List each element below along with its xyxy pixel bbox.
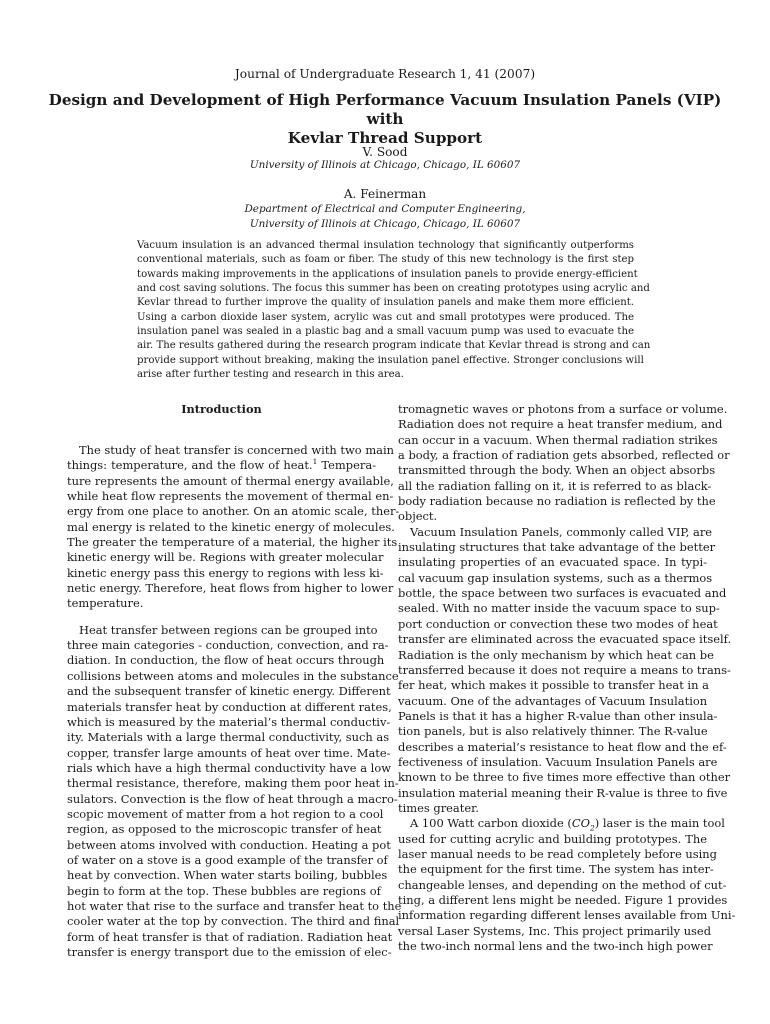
paragraph-gap [67, 612, 376, 623]
body-line: region, as opposed to the microscopic transfer of heat [67, 822, 382, 837]
journal-header: Journal of Undergraduate Research 1, 41 (2007) [234, 67, 536, 81]
body-line: cal vacuum gap insulation systems, such as a thermos [398, 570, 713, 585]
body-line: kinetic energy will be. Regions with greater molecular [67, 550, 384, 565]
body-line: mal energy is related to the kinetic energy of molecules. [67, 519, 395, 534]
body-line: temperature. [67, 596, 144, 611]
abstract-line: Using a carbon dioxide laser system, acrylic was cut and small prototypes were produced. The [137, 311, 634, 323]
abstract-line: towards making improvements in the applications of insulation panels to provide energy-efficient [137, 268, 638, 280]
abstract-line: provide support without breaking, making the insulation panel effective. Stronger conclusions will [137, 354, 644, 366]
body-line: used for cutting acrylic and building prototypes. The [398, 831, 707, 846]
body-line: scopic movement of matter from a hot region to a cool [67, 806, 384, 821]
body-line: ting, a different lens might be needed. Figure 1 provides [398, 893, 728, 907]
body-line: fer heat, which makes it possible to transfer heat in a [398, 678, 709, 693]
body-line: things: temperature, and the flow of heat.$^1$ Tempera- [67, 457, 376, 473]
body-line: insulating structures that take advantage of the better [398, 540, 716, 555]
body-line: rials which have a high thermal conductivity have a low [67, 760, 391, 775]
body-line: tromagnetic waves or photons from a surface or volume. [398, 402, 728, 416]
body-line: ture represents the amount of thermal energy available, [67, 473, 394, 488]
body-line: between atoms involved with conduction. Heating a pot [67, 837, 391, 852]
body-line: times greater. [398, 800, 479, 815]
body-line: materials transfer heat by conduction at different rates, [67, 699, 392, 714]
body-line: fectiveness of insulation. Vacuum Insulation Panels are [398, 754, 718, 769]
body-line: form of heat transfer is that of radiation. Radiation heat [67, 929, 393, 944]
body-line: Heat transfer between regions can be grouped into [79, 622, 378, 637]
body-line: Radiation does not require a heat transfer medium, and [398, 417, 723, 432]
footnote-ref: 1 [312, 457, 318, 467]
left-column [67, 443, 402, 960]
abstract-line: insulation panel was sealed in a plastic bag and a small vacuum pump was used to evacuate the [137, 326, 634, 338]
body-line: object. [398, 509, 438, 524]
body-line: sealed. With no matter inside the vacuum space to sup- [398, 601, 720, 616]
body-line: port conduction or convection these two modes of heat [398, 616, 718, 631]
body-line: and the subsequent transfer of kinetic energy. Different [67, 684, 391, 699]
body-line: begin to form at the top. These bubbles are regions of [67, 883, 381, 898]
body-line: transmitted through the body. When an object absorbs [398, 463, 716, 478]
abstract [137, 239, 651, 382]
body-line: The study of heat transfer is concerned with two main [79, 443, 395, 457]
body-line: bottle, the space between two surfaces is evacuated and [398, 586, 727, 601]
body-line: a body, a fraction of radiation gets absorbed, reflected or [398, 448, 730, 463]
body-line: insulation material meaning their R-value is three to five [398, 785, 728, 800]
body-line: body radiation because no radiation is reflected by the [398, 494, 716, 509]
title-line-1: Design and Development of High Performance Vacuum Insulation Panels (VIP) with [48, 91, 722, 128]
author-affiliation-2a: Department of Electrical and Computer Engineering, [244, 203, 526, 215]
body-line: sulators. Convection is the flow of heat through a macro- [67, 791, 398, 806]
body-line: vacuum. One of the advantages of Vacuum Insulation [398, 693, 708, 708]
body-line: Radiation is the only mechanism by which heat can be [398, 647, 714, 662]
body-line: transfer is energy transport due to the emission of elec- [67, 945, 392, 959]
body-line: laser manual needs to be read completely before using [398, 846, 717, 861]
body-line: hot water that rise to the surface and transfer heat to the [67, 898, 402, 913]
author-affiliation-2b: University of Illinois at Chicago, Chicago, IL 60607 [249, 218, 521, 230]
author-name-2: A. Feinerman [343, 187, 427, 201]
body-line: copper, transfer large amounts of heat over time. Mate- [67, 745, 391, 760]
body-line: ergy from one place to another. On an atomic scale, ther- [67, 504, 400, 519]
body-line: heat by convection. When water starts boiling, bubbles [67, 868, 388, 883]
body-line: ity. Materials with a large thermal conductivity, such as [67, 730, 390, 745]
abstract-line: arise after further testing and research in this area. [137, 369, 404, 381]
body-line: the equipment for the first time. The system has inter- [398, 862, 714, 877]
body-line: thermal resistance, therefore, making them poor heat in- [67, 776, 399, 791]
body-line: cooler water at the top by convection. The third and final [67, 914, 400, 929]
body-line: can occur in a vacuum. When thermal radiation strikes [398, 432, 718, 447]
body-line: changeable lenses, and depending on the method of cut- [398, 877, 727, 892]
body-line: information regarding different lenses available from Uni- [398, 908, 736, 923]
abstract-line: and cost saving solutions. The focus this summer has been on creating prototypes using acrylic and [137, 283, 650, 295]
abstract-line: conventional materials, such as foam or fiber. The study of this new technology is the first step [137, 254, 634, 266]
paper-title [40, 91, 730, 148]
abstract-line: Kevlar thread to further improve the quality of insulation panels and make them more efficient. [137, 297, 634, 309]
author-affiliation-1: University of Illinois at Chicago, Chicago, IL 60607 [249, 159, 521, 171]
body-line: while heat flow represents the movement of thermal en- [67, 489, 394, 504]
section-heading-introduction: Introduction [181, 402, 262, 416]
body-line: the two-inch normal lens and the two-inch high power [398, 939, 713, 954]
body-line: Panels is that it has a higher R-value than other insula- [398, 708, 718, 723]
body-line: describes a material’s resistance to heat flow and the ef- [398, 739, 727, 754]
abstract-line: air. The results gathered during the research program indicate that Kevlar thread is strong and can [137, 340, 651, 352]
body-line: transfer are eliminated across the evacuated space itself. [398, 632, 732, 647]
body-line: transferred because it does not require a means to trans- [398, 662, 731, 677]
body-line: all the radiation falling on it, it is referred to as black- [398, 478, 712, 493]
body-line: which is measured by the material’s thermal conductiv- [67, 714, 391, 729]
author-name-1: V. Sood [362, 145, 408, 159]
body-line: of water on a stove is a good example of the transfer of [67, 852, 388, 867]
right-column [398, 402, 736, 954]
body-line: kinetic energy pass this energy to regions with less ki- [67, 565, 384, 580]
co2-formula: $CO_2$ [571, 816, 595, 833]
body-line: tion panels, but is also relatively thinner. The R-value [398, 724, 708, 739]
title-line-2: Kevlar Thread Support [287, 129, 483, 147]
body-line: The greater the temperature of a material, the higher its [67, 535, 398, 550]
abstract-line: Vacuum insulation is an advanced thermal insulation technology that significantly outperforms [137, 240, 634, 251]
body-line: diation. In conduction, the flow of heat occurs through [67, 653, 385, 668]
body-line: three main categories - conduction, convection, and ra- [67, 638, 389, 653]
body-line: Vacuum Insulation Panels, commonly called VIP, are [410, 524, 713, 539]
body-line: known to be three to five times more effective than other [398, 770, 731, 785]
body-line: A 100 Watt carbon dioxide $(CO_2)$ laser is the main tool [410, 816, 725, 833]
body-line: collisions between atoms and molecules in the substance [67, 668, 399, 683]
body-line: netic energy. Therefore, heat flows from higher to lower [67, 581, 394, 596]
body-line: versal Laser Systems, Inc. This project primarily used [398, 923, 712, 938]
body-line: insulating properties of an evacuated space. In typi- [398, 555, 707, 570]
